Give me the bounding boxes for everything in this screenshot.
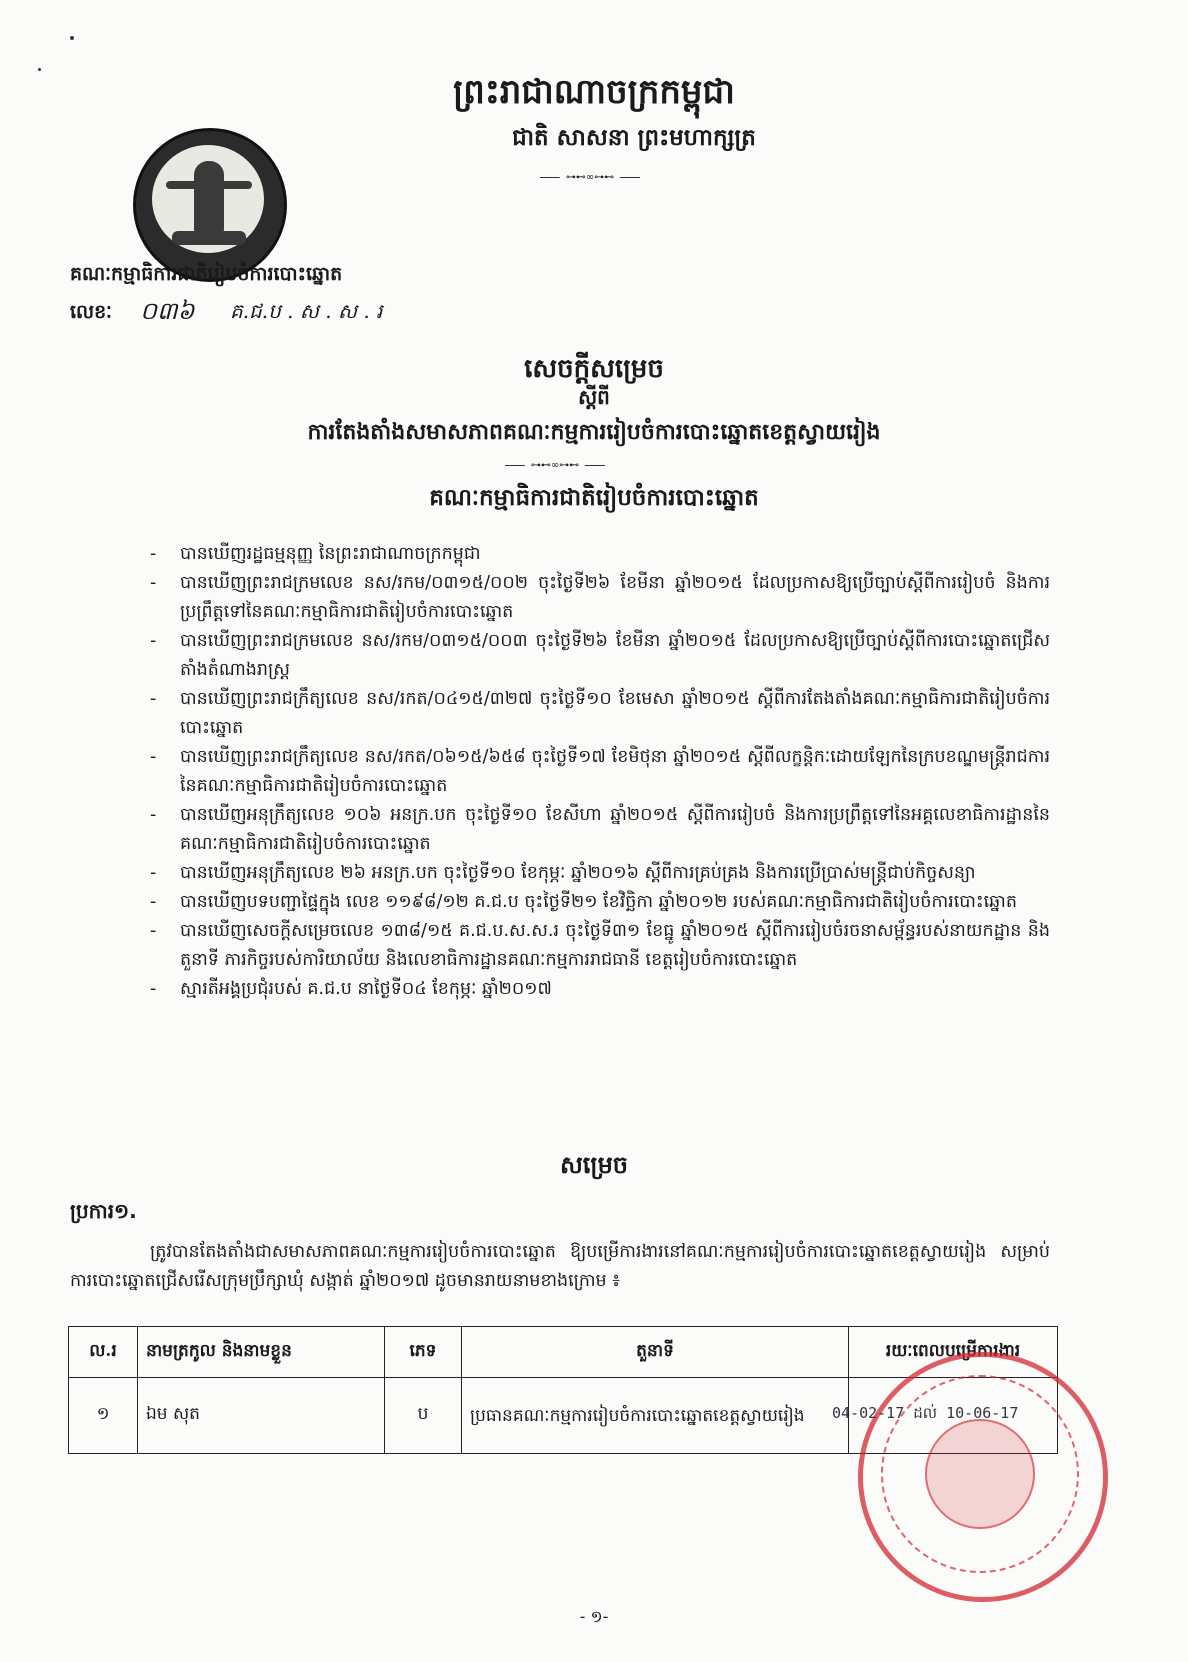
reference-number-value: ០៣៦ (140, 297, 195, 325)
preamble-item: - បានឃើញព្រះរាជក្រឹត្យលេខ នស/រកត/០៤១៥/៣២៧ ចុះថ្ងៃទី១០ ខែមេសា ឆ្នាំ២០១៥ ស្តីពីការតែងតាំងគណៈកម្មាធិការជាតិរៀបចំការបោះឆ្នោត (150, 685, 1050, 743)
authority-heading: គណៈកម្មាធិការជាតិរៀបចំការបោះឆ្នោត (429, 484, 759, 511)
document-subject: ការតែងតាំងសមាសភាពគណៈកម្មការរៀបចំការបោះឆ្នោតខេត្តស្វាយរៀង (307, 419, 881, 445)
preamble-item: - បានឃើញអនុក្រឹត្យលេខ ១០៦ អនក្រ.បក ចុះថ្ងៃទី១០ ខែសីហា ឆ្នាំ២០១៥ ស្តីពីការរៀបចំ និងការប្រព្រឹត្តទៅនៃអគ្គលេខាធិការដ្ឋាននៃគណៈកម្មាធិការជាតិរៀបចំការបោះឆ្នោត (150, 801, 1050, 859)
col-header-role: តួនាទី (462, 1327, 849, 1378)
service-period-value: 04-02-17 ដល់ 10-06-17 (832, 1404, 1019, 1422)
cell-sex: ប (385, 1378, 462, 1454)
preamble-item: - បានឃើញព្រះរាជក្រមលេខ នស/រកម/០៣១៥/០០៣ ចុះថ្ងៃទី២៦ ខែមីនា ឆ្នាំ២០១៥ ដែលប្រកាសឱ្យប្រើច្បាប់ស្តីពីការបោះឆ្នោតជ្រើសតាំងតំណាងរាស្ត្រ (150, 627, 1050, 685)
col-header-name: នាមត្រកូល និងនាមខ្លួន (138, 1327, 385, 1378)
title-subject-connector: ស្តីពី (578, 385, 610, 409)
preamble-item: - បានឃើញអនុក្រឹត្យលេខ ២៦ អនក្រ.បក ចុះថ្ងៃទី១០ ខែកុម្ភៈ ឆ្នាំ២០១៦ ស្តីពីការគ្រប់គ្រង និងការប្រើប្រាស់មន្ត្រីជាប់កិច្ចសន្យា (150, 859, 1050, 888)
national-motto: ជាតិ សាសនា ព្រះមហាក្សត្រ (512, 124, 756, 151)
issuing-committee: គណៈកម្មាធិការជាតិរៀបចំការបោះឆ្នោត (70, 263, 343, 285)
cell-role: ប្រធានគណៈកម្មការរៀបចំការបោះឆ្នោតខេត្តស្វាយរៀង (462, 1378, 849, 1454)
col-header-sex: ភេទ (385, 1327, 462, 1378)
cell-name: ឯម សុត (138, 1378, 385, 1454)
preamble-item: - បានឃើញរដ្ឋធម្មនុញ្ញ នៃព្រះរាជាណាចក្រកម្ពុជា (150, 540, 1050, 569)
speck (70, 36, 74, 40)
page-number: - ១- (579, 1607, 609, 1626)
reference-number-code: គ.ជ.ប . ស . ស . រ (230, 299, 383, 323)
preamble-item: - បានឃើញព្រះរាជក្រមលេខ នស/រកម/០៣១៥/០០២ ចុះថ្ងៃទី២៦ ខែមីនា ឆ្នាំ២០១៥ ដែលប្រកាសឱ្យប្រើច្បាប់ស្តីពីការរៀបចំ និងការប្រព្រឹត្តទៅនៃគណៈកម្មាធិការជាតិរៀបចំការបោះឆ្នោត (150, 569, 1050, 627)
kingdom-heading: ព្រះរាជាណាចក្រកម្ពុជា (453, 72, 735, 112)
col-header-period: រយៈពេលបម្រើការងារ (849, 1327, 1058, 1378)
decision-heading: សម្រេច (559, 1150, 629, 1179)
title-ornament: ⊶⊷∞⊶⊷ (505, 460, 605, 472)
preamble-item: - បានឃើញបទបញ្ជាផ្ទៃក្នុង លេខ ១១៩៨/១២ គ.ជ.ប ចុះថ្ងៃទី២១ ខែវិច្ឆិកា ឆ្នាំ២០១២ របស់គណៈកម្មាធិការជាតិរៀបចំការបោះឆ្នោត (150, 888, 1050, 917)
header-ornament: ⊶⊷∞⊶⊷ (540, 172, 640, 184)
preamble-item: - បានឃើញព្រះរាជក្រឹត្យលេខ នស/រកត/០៦១៥/៦៥៨ ចុះថ្ងៃទី១៧ ខែមិថុនា ឆ្នាំ២០១៥ ស្តីពីលក្ខន្តិកៈដោយឡែកនៃក្របខណ្ឌមន្ត្រីរាជការនៃគណៈកម្មាធិការជាតិរៀបចំការបោះឆ្នោត (150, 743, 1050, 801)
reference-number-label: លេខៈ (70, 301, 112, 323)
preamble-item: - ស្មារតីអង្គប្រជុំរបស់ គ.ជ.ប នាថ្ងៃទី០៤ ខែកុម្ភៈ ឆ្នាំ២០១៧ (150, 975, 1050, 1004)
article-1-heading: ប្រការ១. (70, 1199, 137, 1223)
article-1-text: ត្រូវបានតែងតាំងជាសមាសភាពគណៈកម្មការរៀបចំការបោះឆ្នោត ឱ្យបម្រើការងារនៅគណៈកម្មការរៀបចំការបោះឆ្នោតខេត្តស្វាយរៀង សម្រាប់ការបោះឆ្នោតជ្រើសរើសក្រុមប្រឹក្សាឃុំ សង្កាត់ ឆ្នាំ២០១៧ ដូចមានរាយនាមខាងក្រោម ៖ (70, 1242, 1050, 1291)
preamble-list (150, 540, 1050, 1004)
official-seal-stamp (858, 1352, 1108, 1602)
col-header-number: ល.រ (69, 1327, 138, 1378)
document-type-title: សេចក្តីសម្រេច (524, 354, 664, 384)
nec-emblem-logo (133, 128, 287, 282)
cell-number: ១ (69, 1378, 138, 1454)
preamble-item: - បានឃើញសេចក្តីសម្រេចលេខ ១៣៨/១៥ គ.ជ.ប.ស.ស.រ ចុះថ្ងៃទី៣១ ខែធ្នូ ឆ្នាំ២០១៥ ស្តីពីការរៀបចំរចនាសម្ព័ន្ធរបស់នាយកដ្ឋាន និងតួនាទី ភារកិច្ចរបស់ការិយាល័យ និងលេខាធិការដ្ឋានគណៈកម្មការរាជធានី ខេត្តរៀបចំការបោះឆ្នោត (150, 917, 1050, 975)
table-header-row (69, 1327, 1058, 1378)
